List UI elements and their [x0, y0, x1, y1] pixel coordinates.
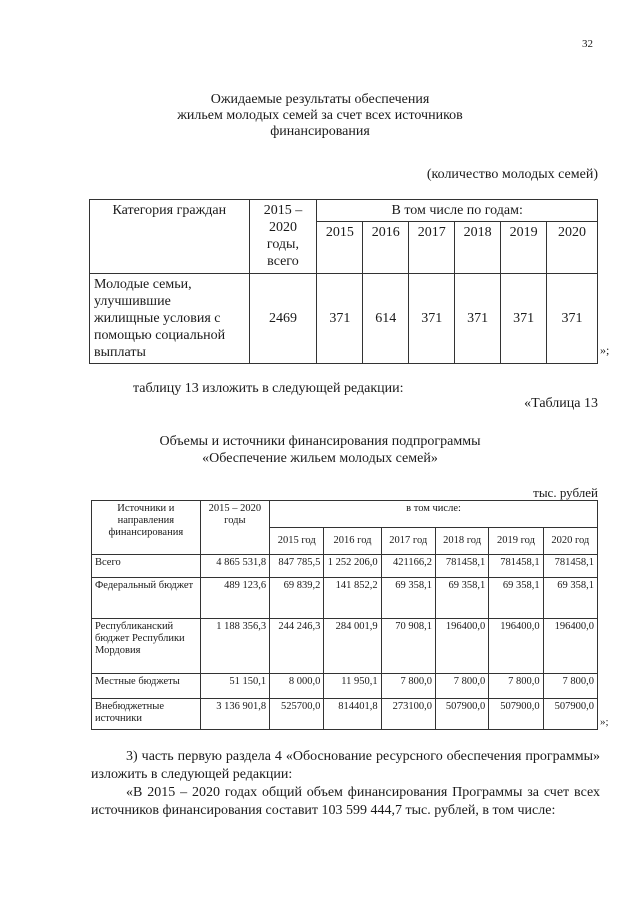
- row-label: Всего: [92, 555, 201, 578]
- row-value: 371: [317, 274, 363, 364]
- row-label: [90, 274, 250, 364]
- row-label-line: Молодые семьи,: [94, 277, 192, 292]
- table-row: [92, 619, 598, 674]
- header-group: в том числе:: [270, 501, 598, 528]
- row-value: 371: [455, 274, 501, 364]
- row-value: 141 852,2: [324, 578, 381, 619]
- header-year: 2016 год: [324, 528, 381, 555]
- row-value: 70 908,1: [381, 619, 435, 674]
- row-value: 69 358,1: [381, 578, 435, 619]
- header-total-line: 2020: [268, 220, 297, 235]
- section2-unit: тыс. рублей: [533, 485, 598, 500]
- row-label-line: помощью социальной: [94, 328, 226, 343]
- header-total-line: всего: [267, 254, 299, 269]
- row-value: 7 800,0: [543, 674, 597, 699]
- row-total: 4 865 531,8: [200, 555, 269, 578]
- row-value: 847 785,5: [270, 555, 324, 578]
- header-year: 2015 год: [270, 528, 324, 555]
- header-year: 2017: [409, 222, 455, 274]
- row-label-line: жилищные условия с: [94, 311, 221, 326]
- row-value: 69 839,2: [270, 578, 324, 619]
- row-label-line: улучшившие: [94, 294, 171, 309]
- row-value: 371: [547, 274, 598, 364]
- row-value: 507900,0: [543, 699, 597, 730]
- section1-closing: »;: [600, 343, 610, 357]
- row-value: 371: [501, 274, 547, 364]
- row-value: 196400,0: [435, 619, 488, 674]
- instruction-text: таблицу 13 изложить в следующей редакции:: [133, 381, 404, 396]
- row-value: 11 950,1: [324, 674, 381, 699]
- header-year: 2019: [501, 222, 547, 274]
- header-year: 2017 год: [381, 528, 435, 555]
- row-value: 7 800,0: [381, 674, 435, 699]
- header-year: 2018 год: [435, 528, 488, 555]
- row-value: 781458,1: [543, 555, 597, 578]
- table-row: [92, 555, 598, 578]
- section2-title-line: «Обеспечение жильем молодых семей»: [202, 451, 438, 466]
- row-value: 196400,0: [543, 619, 597, 674]
- row-label: Федеральный бюджет: [92, 578, 201, 619]
- row-label-line: выплаты: [94, 345, 146, 360]
- row-value: 7 800,0: [489, 674, 543, 699]
- paragraph-3: 3) часть первую раздела 4 «Обоснование ресурсного обеспечения программы» изложить в следующей редакции:: [91, 749, 600, 782]
- paragraph-4: «В 2015 – 2020 годах общий объем финансирования Программы за счет всех источников финансирования составит 103 599 444,7 тыс. рублей, в том числе:: [91, 785, 600, 818]
- section1-title: [0, 92, 640, 140]
- row-value: 284 001,9: [324, 619, 381, 674]
- row-total: 1 188 356,3: [200, 619, 269, 674]
- row-value: 781458,1: [435, 555, 488, 578]
- header-total-line: годы,: [266, 237, 299, 252]
- row-value: 814401,8: [324, 699, 381, 730]
- row-value: 8 000,0: [270, 674, 324, 699]
- table13-label: «Таблица 13: [524, 396, 598, 411]
- row-value: 525700,0: [270, 699, 324, 730]
- row-value: 507900,0: [435, 699, 488, 730]
- row-value: 196400,0: [489, 619, 543, 674]
- row-value: 1 252 206,0: [324, 555, 381, 578]
- header-year: 2020: [547, 222, 598, 274]
- row-value: 7 800,0: [435, 674, 488, 699]
- row-value: 614: [363, 274, 409, 364]
- row-value: 507900,0: [489, 699, 543, 730]
- section2-title-line: Объемы и источники финансирования подпрограммы: [159, 434, 481, 449]
- table-row: [92, 699, 598, 730]
- row-value: 781458,1: [489, 555, 543, 578]
- row-value: 69 358,1: [543, 578, 597, 619]
- header-total: 2015 – 2020 годы: [200, 501, 269, 555]
- row-value: 69 358,1: [489, 578, 543, 619]
- row-total: 489 123,6: [200, 578, 269, 619]
- header-year: 2020 год: [543, 528, 597, 555]
- row-total: 3 136 901,8: [200, 699, 269, 730]
- row-label: Республиканский бюджет Республики Мордовия: [92, 619, 201, 674]
- row-value: 69 358,1: [435, 578, 488, 619]
- header-category: Категория граждан: [90, 200, 250, 274]
- families-results-table: [89, 199, 598, 364]
- table-row: [92, 578, 598, 619]
- section2-title: [0, 433, 640, 467]
- header-year: 2016: [363, 222, 409, 274]
- row-value: 244 246,3: [270, 619, 324, 674]
- header-total: [249, 200, 317, 274]
- row-label: Местные бюджеты: [92, 674, 201, 699]
- row-value: 371: [409, 274, 455, 364]
- header-years-group: В том числе по годам:: [317, 200, 598, 222]
- header-year: 2015: [317, 222, 363, 274]
- section1-title-line: финансирования: [270, 124, 370, 139]
- table-row: [92, 674, 598, 699]
- row-value: 421166,2: [381, 555, 435, 578]
- page-number: 32: [582, 38, 593, 50]
- header-source: Источники и направления финансирования: [92, 501, 201, 555]
- row-total: 51 150,1: [200, 674, 269, 699]
- header-total-line: 2015 –: [263, 203, 303, 218]
- financing-table: [91, 500, 598, 730]
- header-year: 2019 год: [489, 528, 543, 555]
- section1-unit: (количество молодых семей): [426, 167, 598, 182]
- header-year: 2018: [455, 222, 501, 274]
- section1-title-line: Ожидаемые результаты обеспечения: [210, 92, 430, 107]
- section1-title-line: жильем молодых семей за счет всех источников: [177, 108, 463, 123]
- row-total: 2469: [249, 274, 317, 364]
- row-value: 273100,0: [381, 699, 435, 730]
- row-label: Внебюджетные источники: [92, 699, 201, 730]
- section2-closing: »;: [600, 716, 609, 728]
